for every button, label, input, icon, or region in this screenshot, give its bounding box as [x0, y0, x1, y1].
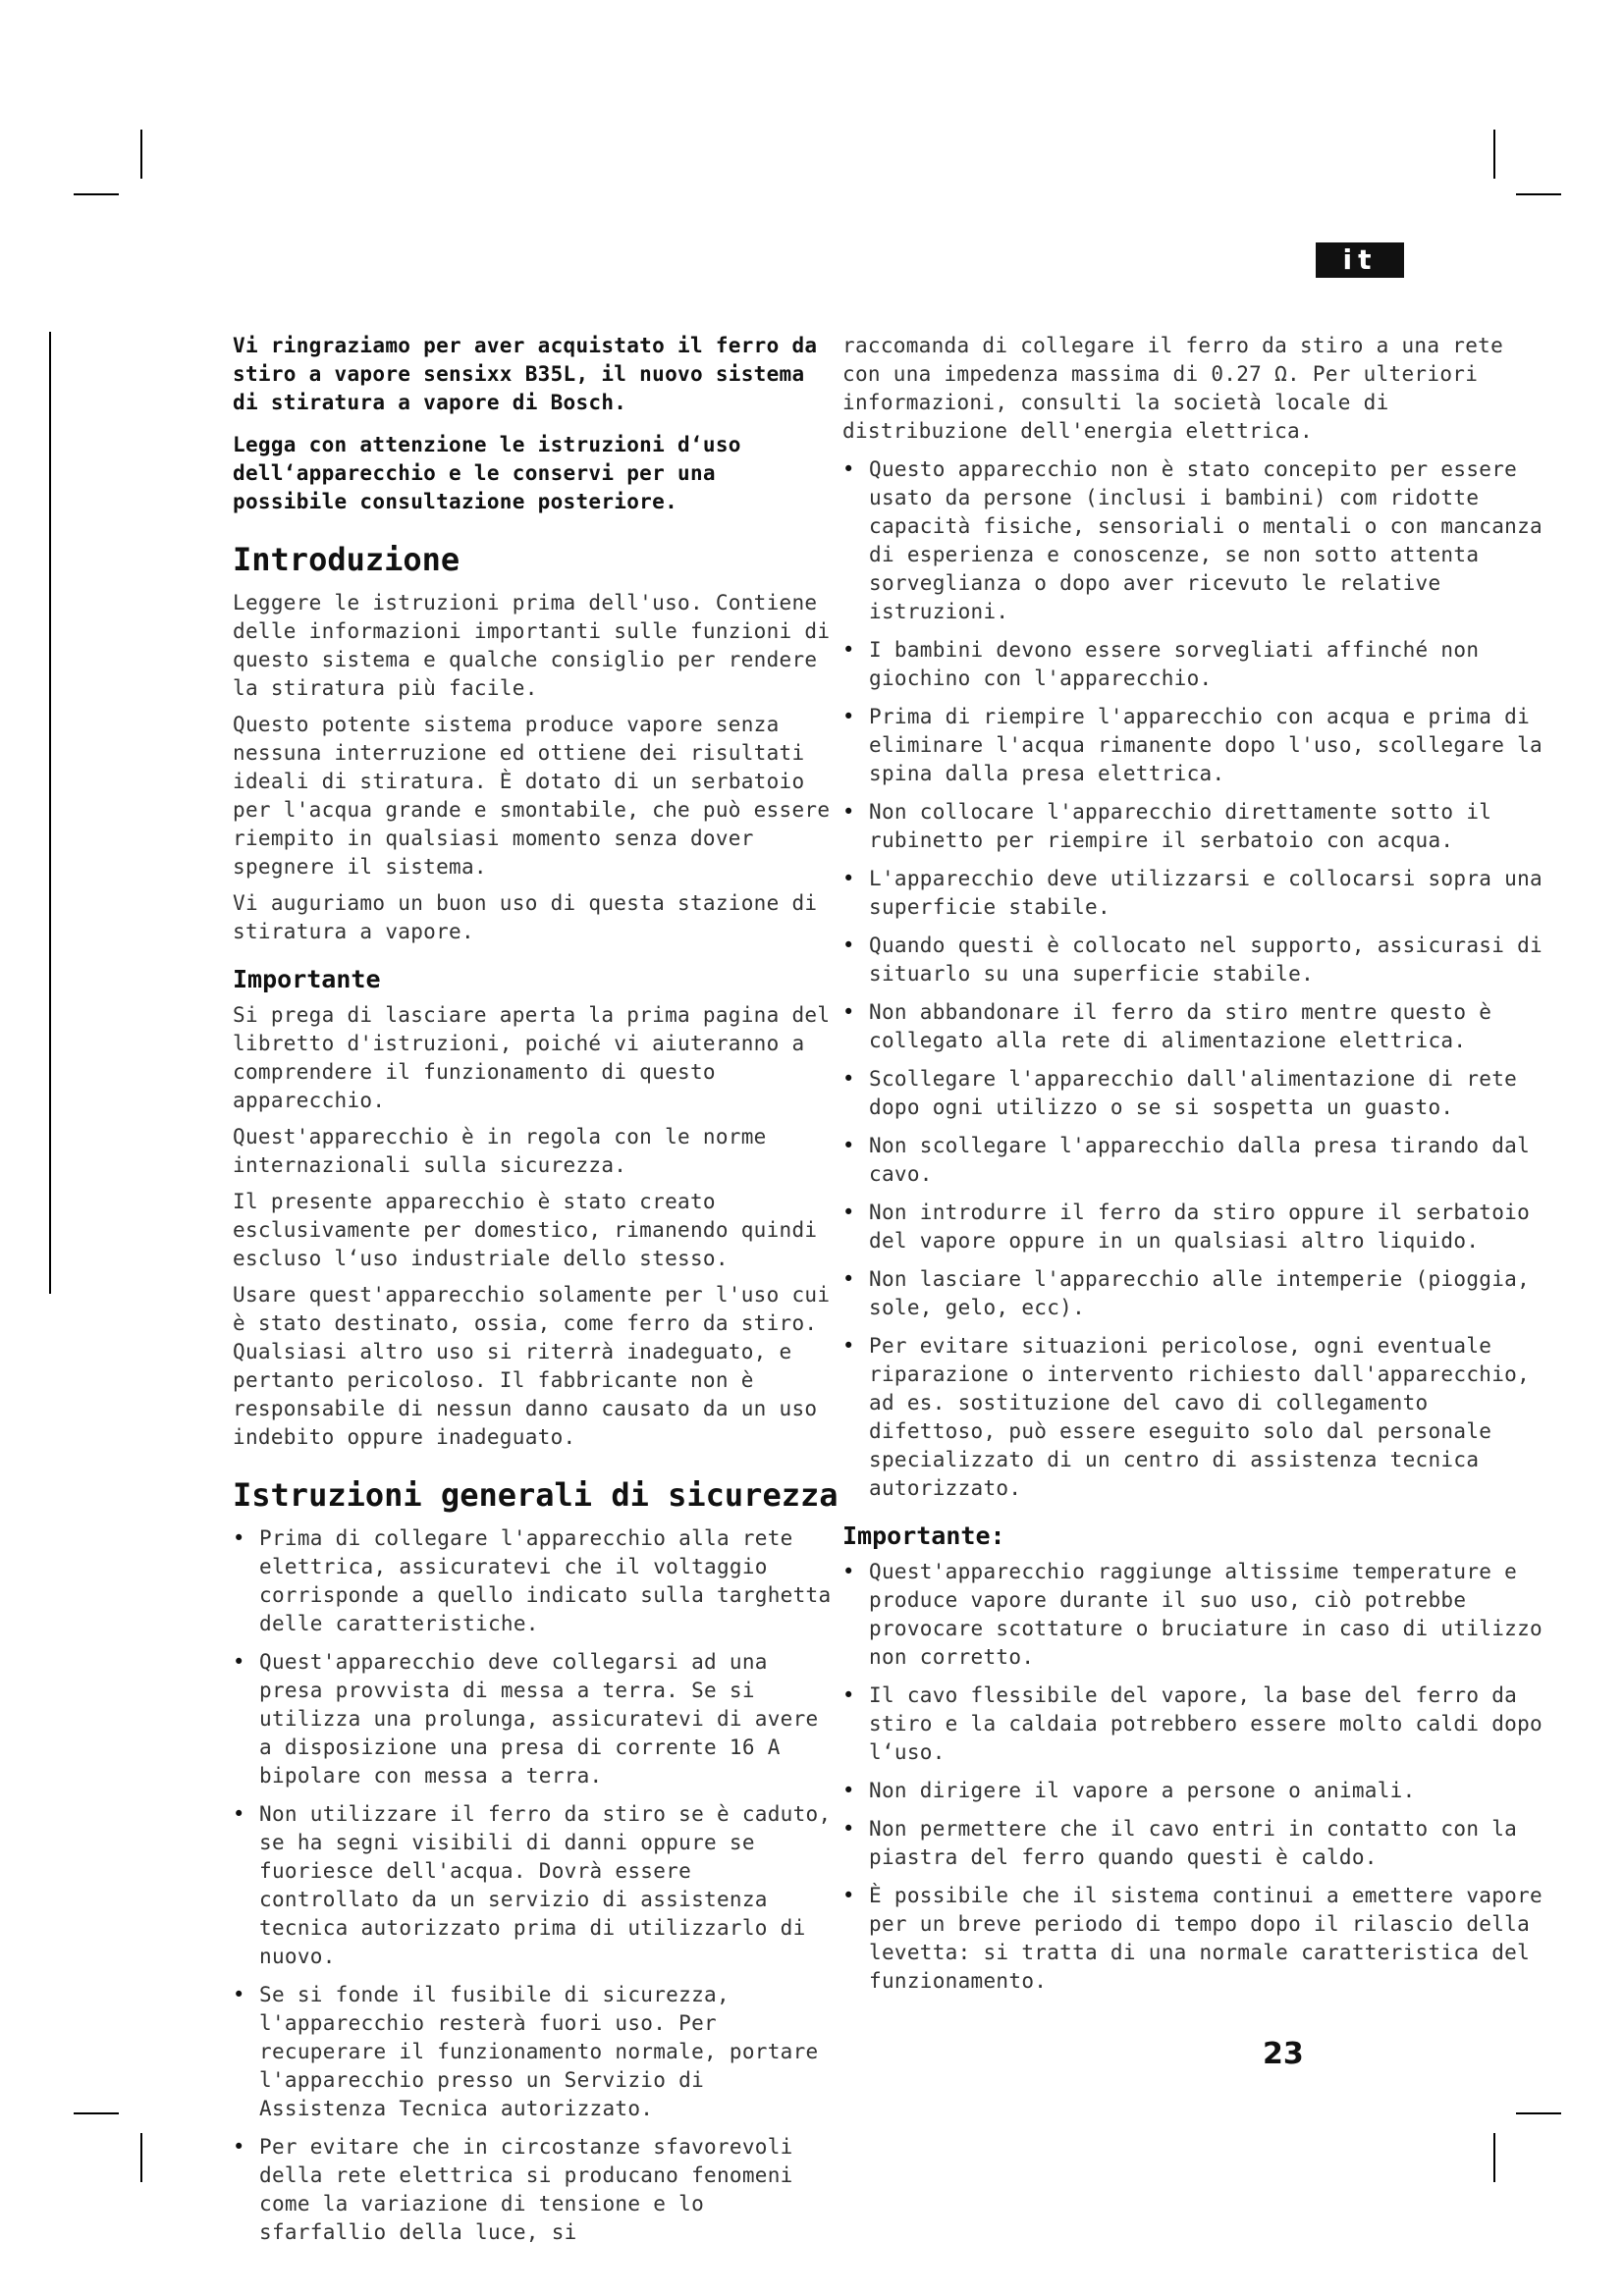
bullet-icon: •: [842, 1884, 855, 1907]
list-item: • Prima di riempire l'apparecchio con acqua e prima di eliminare l'acqua rimanente dopo l'uso, scollegare la spina dalla presa elettrica.: [842, 705, 1543, 785]
safety-list: [233, 1524, 841, 2247]
crop-mark: [140, 130, 142, 179]
intro-paragraph: Vi auguriamo un buon uso di questa stazione di stiratura a vapore.: [233, 891, 818, 943]
crop-mark: [74, 2112, 119, 2114]
list-item: • Non collocare l'apparecchio direttamente sotto il rubinetto per riempire il serbatoio con acqua.: [842, 800, 1492, 852]
bullet-icon: •: [842, 1779, 855, 1802]
bullet-icon: •: [842, 1334, 855, 1358]
safety-heading: Istruzioni generali di sicurezza: [233, 1476, 839, 1514]
list-item: • Scollegare l'apparecchio dall'alimentazione di rete dopo ogni utilizzo o se si sospetta un guasto.: [842, 1067, 1518, 1119]
continuation-text: raccomanda di collegare il ferro da stiro a una rete con una impedenza massima di 0.27 Ω. Per ulteriori informazioni, consulti la società locale di distribuzione dell'energia elettrica.: [842, 334, 1504, 443]
list-item: • È possibile che il sistema continui a emettere vapore per un breve periodo di tempo dopo il rilascio della levetta: si tratta di una normale caratteristica del funzionamento.: [842, 1884, 1543, 1993]
bullet-icon: •: [842, 1134, 855, 1157]
important-list: [842, 1558, 1544, 1996]
right-column: [842, 332, 1544, 2005]
bullet-icon: •: [842, 800, 855, 824]
bullet-icon: •: [233, 1802, 245, 1826]
bullet-icon: •: [233, 2135, 245, 2159]
important-paragraph: Si prega di lasciare aperta la prima pagina del libretto d'istruzioni, poiché vi aiuteranno a comprendere il funzionamento di questo apparecchio.: [233, 1003, 831, 1112]
intro-paragraph: Questo potente sistema produce vapore senza nessuna interruzione ed ottiene dei risultati ideali di stiratura. È dotato di un serbatoio per l'acqua grande e smontabile, che può essere riempito in qualsiasi momento senza dover spegnere il sistema.: [233, 713, 831, 879]
bullet-icon: •: [842, 867, 855, 890]
intro-paragraph: Leggere le istruzioni prima dell'uso. Contiene delle informazioni importanti sulle funzioni di questo sistema e qualche consiglio per rendere la stiratura più facile.: [233, 591, 831, 700]
intro-read-instructions: Legga con attenzione le istruzioni d‘uso dell‘apparecchio e le conservi per una possibile consultazione posteriore.: [233, 433, 741, 513]
crop-mark: [74, 193, 119, 195]
bullet-icon: •: [842, 1683, 855, 1707]
crop-mark: [1493, 130, 1495, 179]
crop-mark: [1516, 193, 1561, 195]
important-paragraph: Usare quest'apparecchio solamente per l'uso cui è stato destinato, ossia, come ferro da stiro. Qualsiasi altro uso si riterrà inadeguato, e pertanto pericoloso. Il fabbricante non è responsabile di nessun danno causato da un uso indebito oppure inadeguato.: [233, 1283, 831, 1449]
list-item: • Non abbandonare il ferro da stiro mentre questo è collegato alla rete di alimentazione elettrica.: [842, 1000, 1492, 1052]
list-item: • I bambini devono essere sorvegliati affinché non giochino con l'apparecchio.: [842, 638, 1480, 690]
bullet-icon: •: [233, 1650, 245, 1674]
left-column: [233, 332, 841, 2257]
list-item: • Questo apparecchio non è stato concepito per essere usato da persone (inclusi i bambini) com ridotte capacità fisiche, sensoriali o mentali o con mancanza di esperienza e conoscenze, se non sotto attenta sorveglianza o dopo aver ricevuto le relative istruzioni.: [842, 457, 1543, 623]
list-item: • Quest'apparecchio raggiunge altissime temperature e produce vapore durante il suo uso, ciò potrebbe provocare scottature o bruciature in caso di utilizzo non corretto.: [842, 1560, 1543, 1669]
crop-mark: [1493, 2133, 1495, 2182]
list-item: • L'apparecchio deve utilizzarsi e collocarsi sopra una superficie stabile.: [842, 867, 1543, 919]
bullet-icon: •: [842, 457, 855, 481]
list-item: • Non lasciare l'apparecchio alle intemperie (pioggia, sole, gelo, ecc).: [842, 1267, 1531, 1319]
important-paragraph: Il presente apparecchio è stato creato esclusivamente per domestico, rimanendo quindi escluso l‘uso industriale dello stesso.: [233, 1190, 818, 1270]
bullet-icon: •: [842, 1201, 855, 1224]
list-item: • Per evitare situazioni pericolose, ogni eventuale riparazione o intervento richiesto dall'apparecchio, ad es. sostituzione del cavo di collegamento difettoso, può essere eseguito solo dal personale specializzato di un centro di assistenza tecnica autorizzato.: [842, 1334, 1531, 1500]
bullet-icon: •: [842, 1267, 855, 1291]
bullet-icon: •: [842, 934, 855, 957]
page-number: 23: [1263, 2037, 1304, 2071]
important-heading-right: Importante:: [842, 1522, 1005, 1550]
introduction-heading: Introduzione: [233, 541, 460, 578]
list-item: • Prima di collegare l'apparecchio alla rete elettrica, assicuratevi che il voltaggio corrisponde a quello indicato sulla targhetta delle caratteristiche.: [233, 1526, 832, 1635]
bullet-icon: •: [233, 1983, 245, 2006]
important-heading: Importante: [233, 965, 381, 993]
list-item: • Il cavo flessibile del vapore, la base del ferro da stiro e la caldaia potrebbero essere molto caldi dopo l‘uso.: [842, 1683, 1543, 1764]
bullet-icon: •: [842, 705, 855, 728]
bullet-icon: •: [233, 1526, 245, 1550]
list-item: • Se si fonde il fusibile di sicurezza, l'apparecchio resterà fuori uso. Per recuperare il funzionamento normale, portare l'apparecchio presso un Servizio di Assistenza Tecnica autorizzato.: [233, 1983, 819, 2120]
bullet-icon: •: [842, 1000, 855, 1024]
language-tab: it: [1316, 242, 1404, 278]
crop-mark: [140, 2133, 142, 2182]
list-item: • Quando questi è collocato nel supporto, assicurasi di situarlo su una superficie stabile.: [842, 934, 1543, 986]
list-item: • Non introdurre il ferro da stiro oppure il serbatoio del vapore oppure in un qualsiasi altro liquido.: [842, 1201, 1531, 1253]
intro-thanks: Vi ringraziamo per aver acquistato il ferro da stiro a vapore sensixx B35L, il nuovo sistema di stiratura a vapore di Bosch.: [233, 334, 818, 414]
list-item: • Non permettere che il cavo entri in contatto con la piastra del ferro quando questi è caldo.: [842, 1817, 1518, 1869]
list-item: • Non dirigere il vapore a persone o animali.: [842, 1777, 1544, 1805]
crop-mark: [1516, 2112, 1561, 2114]
safety-list-continued: [842, 455, 1544, 1503]
list-item: • Non utilizzare il ferro da stiro se è caduto, se ha segni visibili di danni oppure se fuoriesce dell'acqua. Dovrà essere controllato da un servizio di assistenza tecnica autorizzato prima di utilizzarlo di nuovo.: [233, 1802, 832, 1968]
list-item: • Per evitare che in circostanze sfavorevoli della rete elettrica si producano fenomeni come la variazione di tensione e lo sfarfallio della luce, si: [233, 2135, 793, 2244]
important-paragraph: Quest'apparecchio è in regola con le norme internazionali sulla sicurezza.: [233, 1125, 767, 1177]
bullet-icon: •: [842, 1067, 855, 1091]
bullet-icon: •: [842, 1560, 855, 1583]
list-item: • Quest'apparecchio deve collegarsi ad una presa provvista di messa a terra. Se si utilizza una prolunga, assicuratevi di avere a disposizione una presa di corrente 16 A bipolare con messa a terra.: [233, 1650, 819, 1788]
bullet-icon: •: [842, 638, 855, 662]
side-margin-line: [49, 332, 51, 1294]
bullet-icon: •: [842, 1817, 855, 1841]
list-item: • Non scollegare l'apparecchio dalla presa tirando dal cavo.: [842, 1134, 1531, 1186]
